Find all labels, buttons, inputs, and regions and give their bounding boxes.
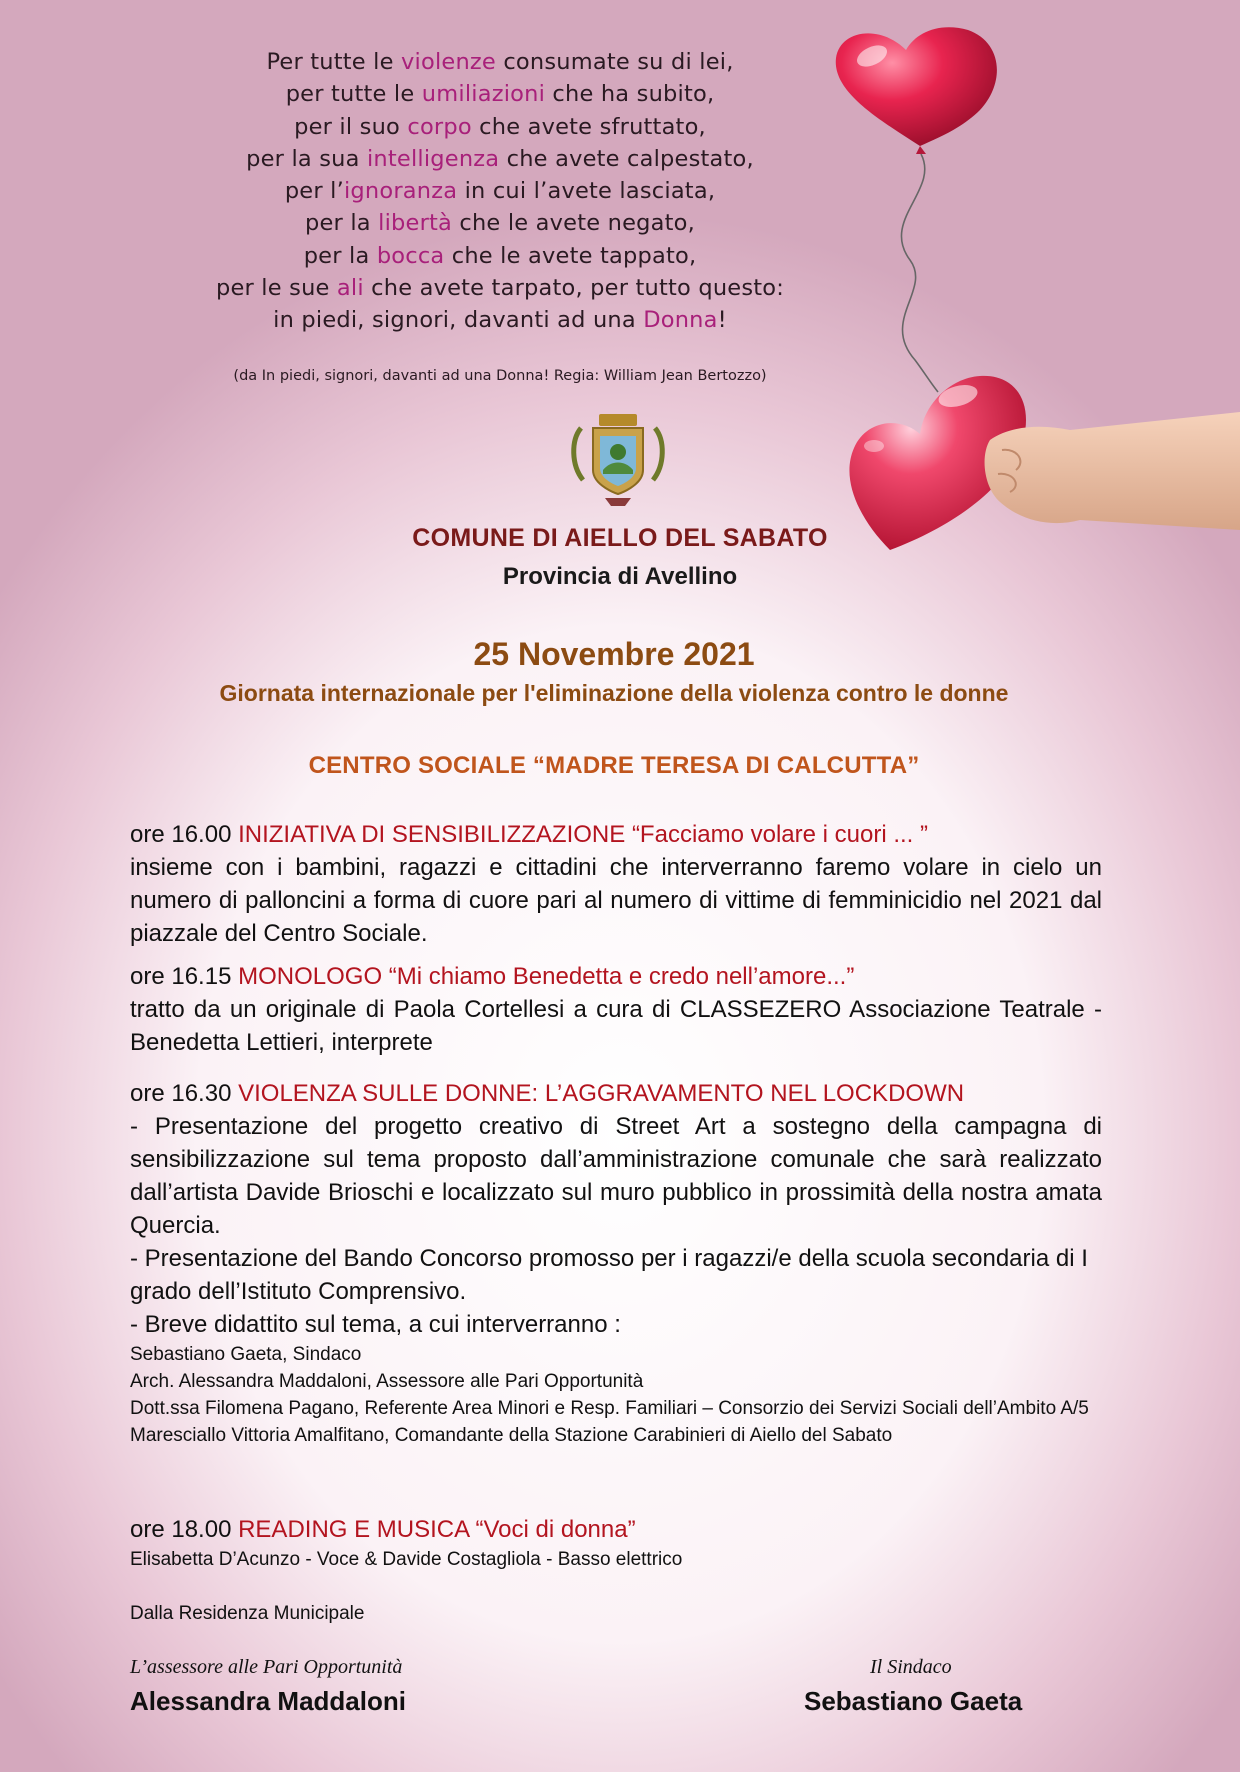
poem-text: per il suo: [294, 113, 408, 140]
poem-text: per tutte le: [285, 81, 422, 108]
poem-highlight-word: umiliazioni: [421, 81, 546, 108]
event-date: 25 Novembre 2021: [473, 636, 755, 672]
poem: [160, 46, 840, 337]
event-2-title: MONOLOGO “Mi chiamo Benedetta e credo nell’amore...”: [238, 963, 855, 990]
speaker-item: Maresciallo Vittoria Amalfitano, Comandante della Stazione Carabinieri di Aiello del Sabato: [130, 1425, 893, 1446]
poem-highlight-word: corpo: [407, 113, 472, 140]
poem-text: per la sua: [246, 145, 367, 172]
poem-text: che avete sfruttato,: [471, 113, 706, 140]
poem-line: [160, 304, 840, 336]
event-4-title: READING E MUSICA “Voci di donna”: [238, 1516, 636, 1543]
poem-line: [160, 175, 840, 207]
event-1: [130, 818, 1102, 950]
event-3: [130, 1077, 1102, 1449]
poem-text: che ha subito,: [545, 81, 715, 108]
poem-text: !: [717, 307, 727, 334]
event-1-time: ore 16.00: [130, 821, 232, 848]
residenza-note: Dalla Residenza Municipale: [130, 1603, 365, 1624]
poem-highlight-word: ali: [336, 275, 364, 302]
sindaco-name: Sebastiano Gaeta: [804, 1686, 1023, 1716]
poem-line: [160, 240, 840, 272]
poem-line: [160, 207, 840, 239]
poem-text: in piedi, signori, davanti ad una: [273, 307, 644, 334]
event-4: [130, 1513, 1102, 1573]
event-3-paragraph-3: - Breve didattito sul tema, a cui interverranno :: [130, 1311, 621, 1338]
speaker-item: Arch. Alessandra Maddaloni, Assessore alle Pari Opportunità: [130, 1371, 644, 1392]
poem-line: [160, 46, 840, 78]
assessore-name: Alessandra Maddaloni: [130, 1686, 406, 1716]
poem-text: per le sue: [215, 275, 337, 302]
event-2-time: ore 16.15: [130, 963, 232, 990]
comune-title: COMUNE DI AIELLO DEL SABATO: [412, 524, 828, 552]
event-2: [130, 960, 1102, 1059]
poem-source: (da In piedi, signori, davanti ad una Donna! Regia: William Jean Bertozzo): [233, 368, 767, 384]
poem-line: [160, 143, 840, 175]
poem-line: [160, 272, 840, 304]
sindaco-role: Il Sindaco: [870, 1656, 952, 1678]
heart-balloon-icon: [820, 20, 1030, 410]
venue-title: CENTRO SOCIALE “MADRE TERESA DI CALCUTTA”: [308, 752, 920, 779]
event-3-paragraph-1: - Presentazione del progetto creativo di Street Art a sostegno della campagna di sensibilizzazione sul tema proposto dall’amministrazione comunale che sarà realizzato dall’artista Davide Brioschi e localizzato sul muro pubblico in prossimità della nostra amata Quercia.: [130, 1113, 1102, 1239]
event-4-time: ore 18.00: [130, 1516, 232, 1543]
speaker-item: Sebastiano Gaeta, Sindaco: [130, 1344, 362, 1365]
poem-text: per la: [303, 242, 377, 269]
poem-highlight-word: intelligenza: [366, 145, 500, 172]
poem-highlight-word: violenze: [401, 49, 496, 75]
poem-text: per la: [305, 210, 379, 237]
poem-highlight-word: libertà: [378, 210, 453, 237]
provincia-subtitle: Provincia di Avellino: [502, 563, 738, 590]
poem-text: che le avete tappato,: [444, 242, 697, 269]
event-3-paragraph-2: - Presentazione del Bando Concorso promosso per i ragazzi/e della scuola secondaria di I grado dell’Istituto Comprensivo.: [130, 1245, 1088, 1305]
event-1-title: INIZIATIVA DI SENSIBILIZZAZIONE “Facciamo volare i cuori ... ”: [238, 821, 929, 848]
event-4-body: Elisabetta D’Acunzo - Voce & Davide Costagliola - Basso elettrico: [130, 1549, 683, 1570]
poem-text: Per tutte le: [266, 49, 402, 75]
event-1-body: insieme con i bambini, ragazzi e cittadini che interverranno faremo volare in cielo un numero di palloncini a forma di cuore pari al numero di vittime di femminicidio nel 2021 dal piazzale del Centro Sociale.: [130, 854, 1102, 947]
assessore-role: L’assessore alle Pari Opportunità: [130, 1656, 403, 1678]
speaker-item: Dott.ssa Filomena Pagano, Referente Area Minori e Resp. Familiari – Consorzio dei Servizi Sociali dell’Ambito A/5: [130, 1398, 1089, 1419]
poem-line: [160, 111, 840, 143]
event-2-body: tratto da un originale di Paola Cortellesi a cura di CLASSEZERO Associazione Teatrale - Benedetta Lettieri, interprete: [130, 996, 1102, 1056]
poem-highlight-word: bocca: [376, 242, 445, 269]
poem-line: [160, 78, 840, 110]
event-3-title: VIOLENZA SULLE DONNE: L’AGGRAVAMENTO NEL LOCKDOWN: [238, 1080, 965, 1107]
giornata-title: Giornata internazionale per l'eliminazione della violenza contro le donne: [219, 680, 1009, 706]
poem-text: che le avete negato,: [452, 210, 695, 237]
municipal-crest-icon: [563, 410, 673, 510]
poem-text: consumate su di lei,: [495, 49, 734, 75]
poem-text: che avete calpestato,: [499, 145, 754, 172]
poem-text: per l’: [284, 178, 344, 205]
poem-highlight-word: Donna: [643, 307, 718, 334]
poem-text: in cui l’avete lasciata,: [457, 178, 716, 205]
poem-text: che avete tarpato, per tutto questo:: [363, 275, 785, 302]
event-3-time: ore 16.30: [130, 1080, 232, 1107]
poem-highlight-word: ignoranza: [343, 178, 458, 205]
